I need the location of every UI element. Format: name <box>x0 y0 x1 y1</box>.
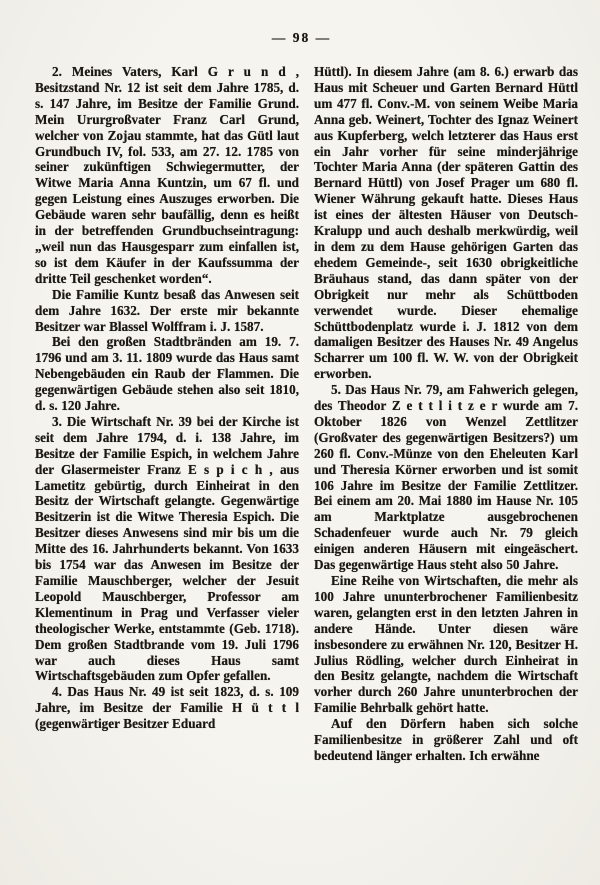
paragraph-stadtbraende: Bei den großen Stadtbränden am 19. 7. 1796 und am 3. 11. 1809 wurde das Haus samt Nebengebäuden ein Raub der Flammen. Die gegenwärtigen Gebäude stehen also seit 1810, d. s. 120 Jahre. <box>35 334 299 414</box>
paragraph-house-nr12: 2. Meines Vaters, Karl G r u n d , Besitzstand Nr. 12 ist seit dem Jahre 1785, d. s. 147 Jahre, im Besitze der Familie Grund. Mein Ururgroßvater Franz Carl Grund, welcher von Zojau stammte, hat das Gütl laut Grundbuch IV, fol. 533, am 27. 12. 1785 von seiner zukünftigen Schwiegermutter, der Witwe Maria Anna Kuntzin, um 67 fl. und gegen Leistung eines Auszuges erworben. Die Gebäude waren sehr baufällig, denn es heißt in der betreffenden Grundbuchseintragung: „weil nun das Hausgesparr zum einfallen ist, so ist dem Käufer in der Kaufssumma der dritte Teil geschenket worden“. <box>35 64 299 286</box>
text-columns <box>35 64 578 764</box>
paragraph-house-nr49-start: 4. Das Haus Nr. 49 ist seit 1823, d. s. 109 Jahre, im Besitze der Familie H ü t t l (gegenwärtiger Besitzer Eduard <box>35 684 299 732</box>
paragraph-family-kuntz: Die Familie Kuntz besaß das Anwesen seit dem Jahre 1632. Der erste mir bekannte Besitzer war Blassel Wolffram i. J. 1587. <box>35 286 299 334</box>
paragraph-wirtschaften-reihe: Eine Reihe von Wirtschaften, die mehr als 100 Jahre ununterbrochener Familienbesitz waren, gelangten erst in den letzten Jahren in andere Hände. Unter diesen wäre insbesondere zu erwähnen Nr. 120, Besitzer H. Julius Rödling, welcher durch Einheirat in den Besitz gelangte, nachdem die Wirtschaft vorher durch 260 Jahre ununterbrochen der Familie Behrbalk gehört hatte. <box>314 573 578 716</box>
page-number: — 98 — <box>271 30 332 45</box>
text-column-right <box>314 64 578 764</box>
paragraph-doerfer: Auf den Dörfern haben sich solche Familienbesitze in größerer Zahl und oft bedeutend länger erhalten. Ich erwähne <box>314 716 578 763</box>
paragraph-house-nr79: 5. Das Haus Nr. 79, am Fahwerich gelegen, des Theodor Z e t t l i t z e r wurde am 7. Oktober 1826 von Wenzel Zettlitzer (Großvater des gegenwärtigen Besitzers?) um 260 fl. Conv.-Münze von den Eheleuten Karl und Theresia Körner erworben und ist somit 106 Jahre im Besitze der Familie Zettlitzer. Bei einem am 20. Mai 1880 im Hause Nr. 105 am Marktplatze ausgebrochenen Schadenfeuer wurde auch Nr. 79 gleich einigen anderen Häusern mit eingeäschert. Das gegenwärtige Haus steht also 50 Jahre. <box>314 382 578 573</box>
text-column-left <box>35 64 299 732</box>
paragraph-wirtschaft-nr39: 3. Die Wirtschaft Nr. 39 bei der Kirche ist seit dem Jahre 1794, d. i. 138 Jahre, im Besitze der Familie Espich, in welchem Jahre der Glasermeister Franz E s p i c h , aus Lametitz gebürtig, durch Einheirat in den Besitz der Wirtschaft gelangte. Gegenwärtige Besitzerin ist die Witwe Theresia Espich. Die Besitzer dieses Anwesens sind mir bis um die Mitte des 16. Jahrhunderts bekannt. Von 1633 bis 1754 war das Anwesen im Besitze der Familie Mauschberger, welcher der Jesuit Leopold Mauschberger, Professor am Klementinum in Prag und Verfasser vieler theologischer Werke, entstammte (Geb. 1718). Dem großen Stadtbrande vom 19. Juli 1796 war auch dieses Haus samt Wirtschaftsgebäuden zum Opfer gefallen. <box>35 413 299 684</box>
paragraph-house-nr49-continued: Hüttl). In diesem Jahre (am 8. 6.) erwarb das Haus mit Scheuer und Garten Bernard Hüttl um 477 fl. Conv.-M. von seinem Weibe Maria Anna geb. Weinert, Tochter des Ignaz Weinert aus Kupferberg, welch letzterer das Haus erst ein Jahr vorher für seine minderjährige Tochter Maria Anna (der späteren Gattin des Bernard Hüttl) von Josef Prager um 680 fl. Wiener Währung gekauft hatte. Dieses Haus ist eines der ältesten Häuser von Deutsch-Kralupp und auch deshalb merkwürdig, weil in dem zu dem Hause gehörigen Garten das ehedem Gemeinde-, seit 1630 obrigkeitliche Bräuhaus stand, das dann später von der Obrigkeit nur mehr als Schüttboden verwendet wurde. Dieser ehemalige Schüttbodenplatz wurde i. J. 1812 von dem damaligen Besitzer des Hauses Nr. 49 Angelus Scharrer um 100 fl. W. W. von der Obrigkeit erworben. <box>314 64 578 382</box>
